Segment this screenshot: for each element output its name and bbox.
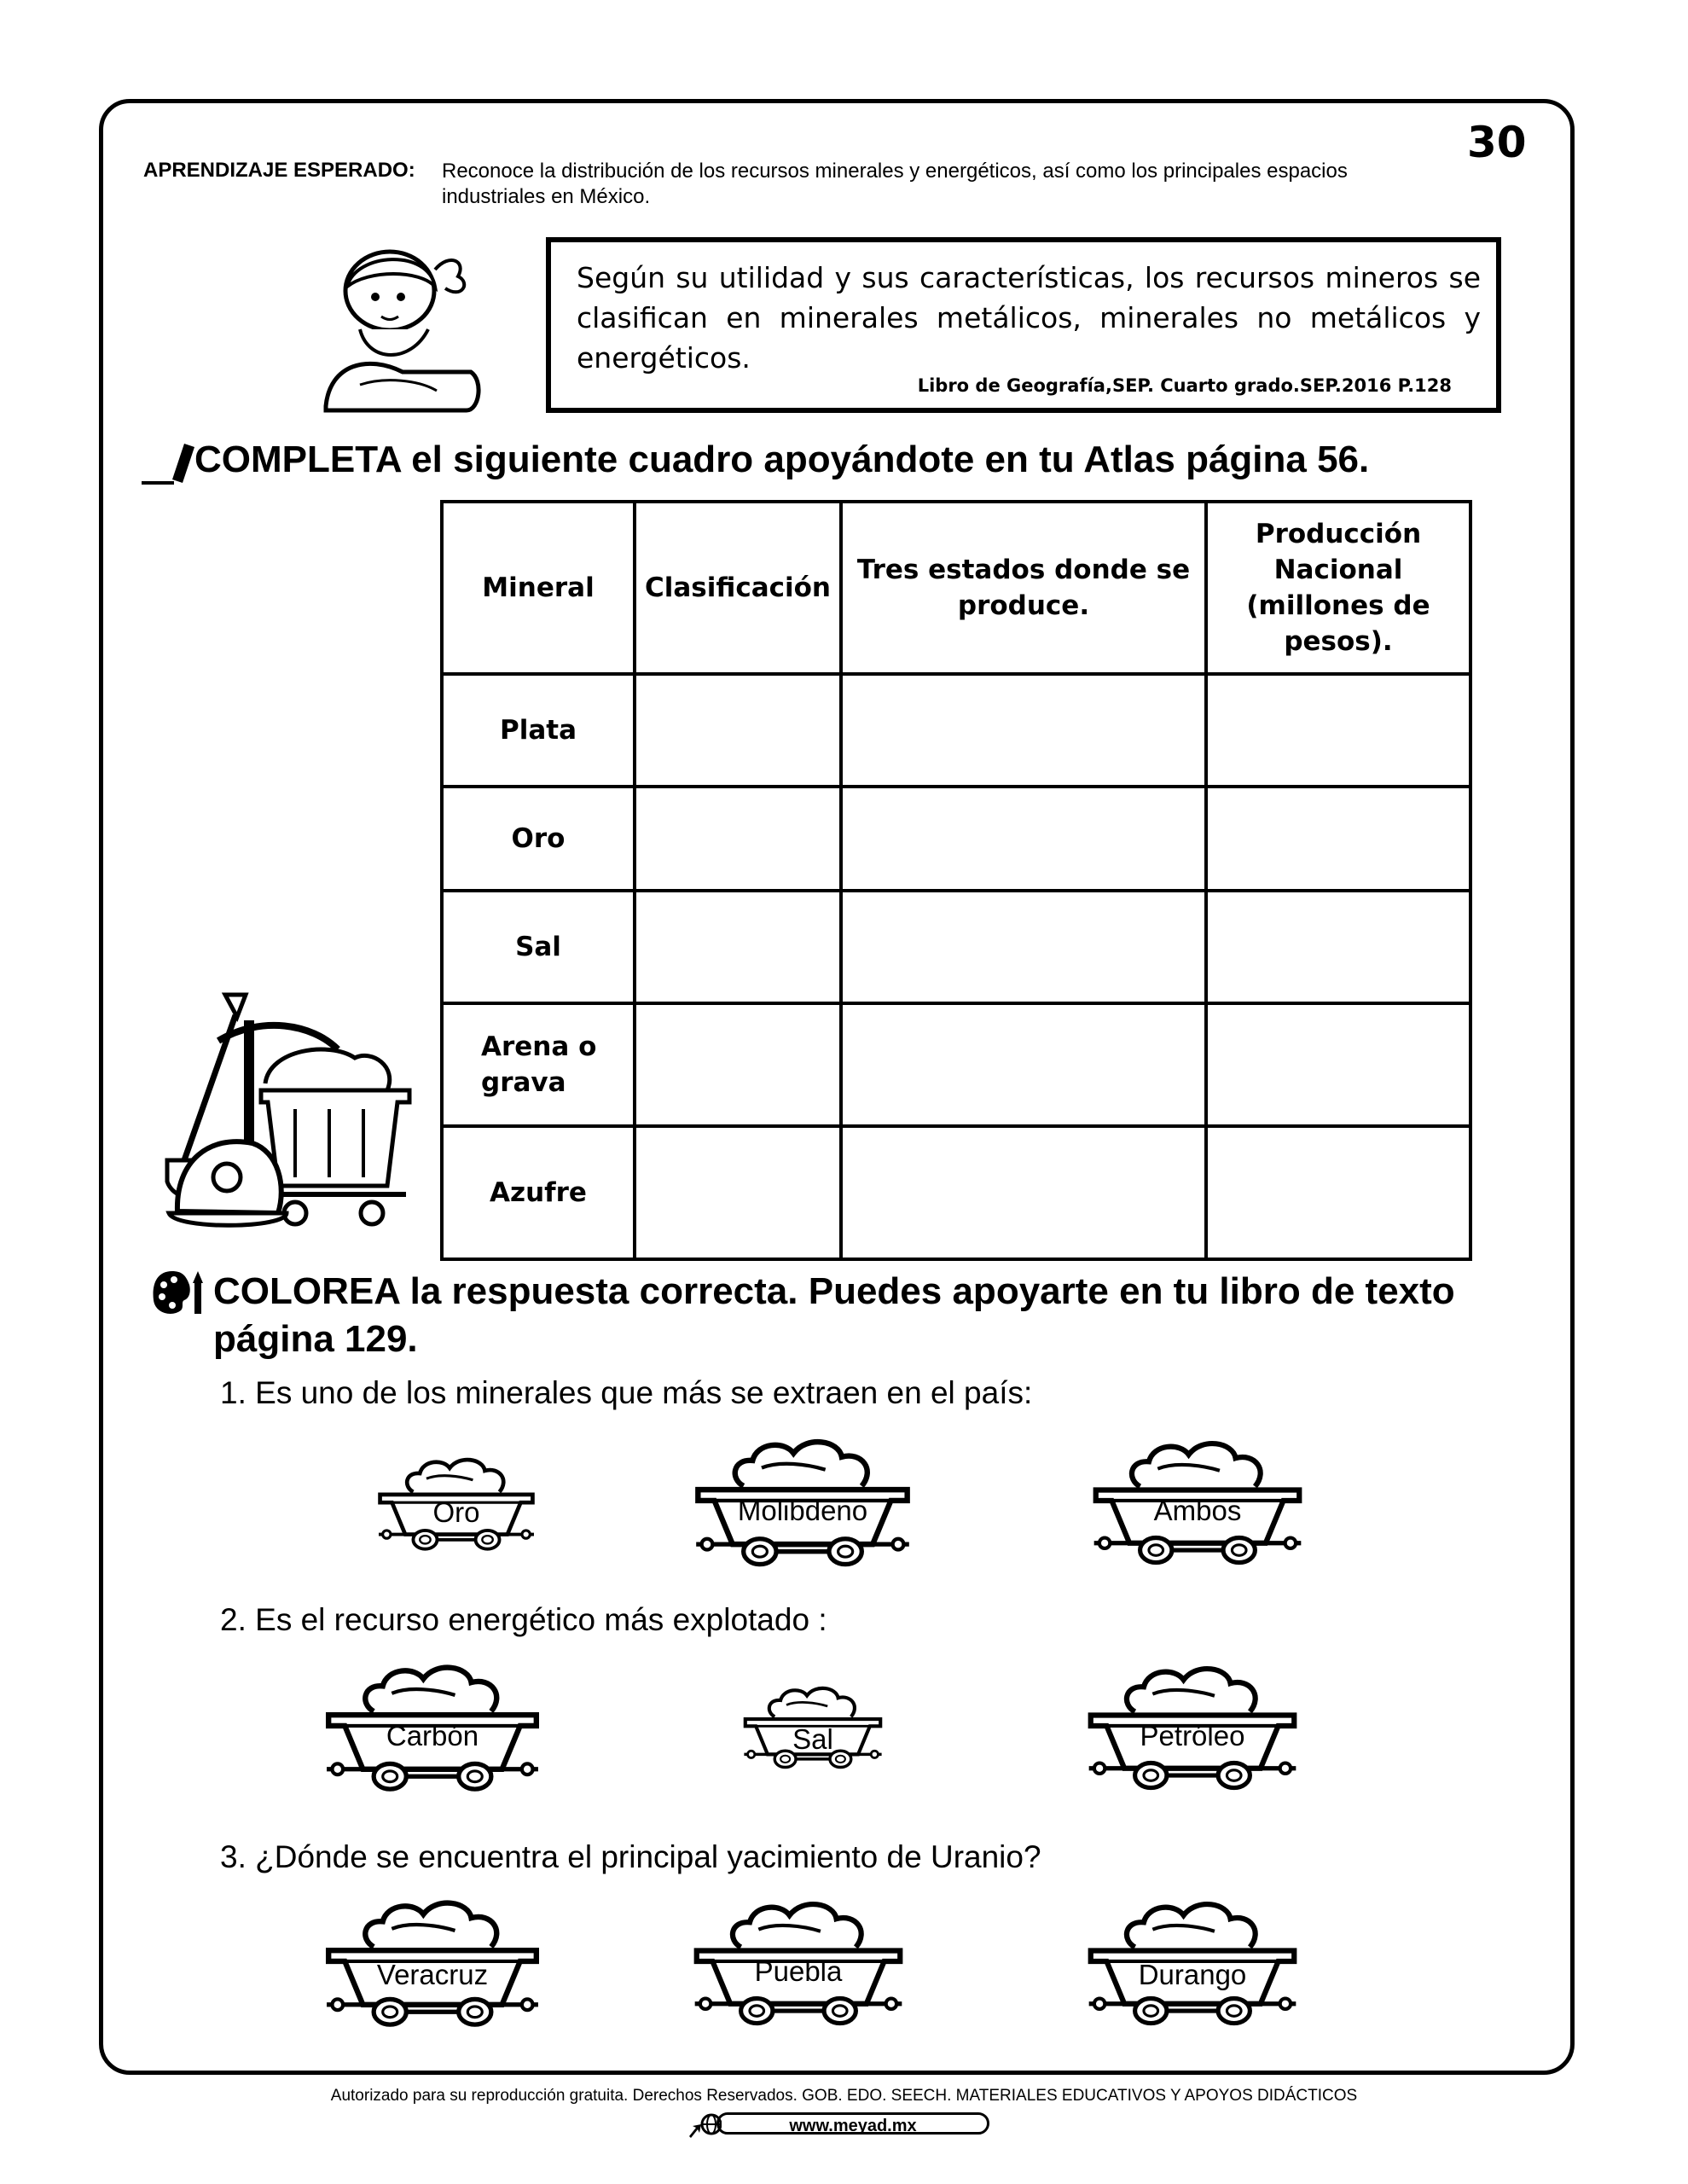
option-cart-veracruz[interactable] <box>310 1894 554 2030</box>
option-label: Ambos <box>1153 1495 1242 1526</box>
produccion-cell[interactable] <box>1206 891 1470 1003</box>
quote-source: Libro de Geografía,SEP. Cuarto grado.SEP.2016 P.128 <box>917 375 1452 396</box>
row-mineral-label: Plata <box>442 674 635 787</box>
produccion-cell[interactable] <box>1206 787 1470 891</box>
estados-cell[interactable] <box>841 787 1206 891</box>
objective-label: APRENDIZAJE ESPERADO: <box>143 159 415 182</box>
table-row <box>442 1003 1470 1126</box>
option-label: Molibdeno <box>737 1495 868 1526</box>
table-header-row <box>442 502 1470 674</box>
estados-cell[interactable] <box>841 1126 1206 1259</box>
question-1: 1. Es uno de los minerales que más se extraen en el país: <box>220 1375 1033 1410</box>
row-mineral-label: Oro <box>442 787 635 891</box>
produccion-cell[interactable] <box>1206 674 1470 787</box>
table-row <box>442 674 1470 787</box>
question-3: 3. ¿Dónde se encuentra el principal yacimiento de Uranio? <box>220 1839 1041 1874</box>
clasificacion-cell[interactable] <box>635 674 841 787</box>
girl-illustration <box>309 244 488 415</box>
row-mineral-label: Azufre <box>442 1126 635 1259</box>
objective-text: Reconoce la distribución de los recursos minerales y energéticos, así como los principales espacios industriales en México. <box>442 160 1348 208</box>
option-label: Durango <box>1138 1959 1247 1990</box>
row-mineral-label: Sal <box>442 891 635 1003</box>
mining-cart-illustration <box>159 990 415 1237</box>
option-cart-puebla[interactable] <box>679 1894 918 2030</box>
header-mineral: Mineral <box>442 502 635 674</box>
clasificacion-cell[interactable] <box>635 787 841 891</box>
option-cart-carbon[interactable] <box>310 1658 554 1795</box>
header-estados: Tres estados donde se produce. <box>841 502 1206 674</box>
option-cart-molibdeno[interactable] <box>679 1433 926 1570</box>
header-clasificacion: Clasificación <box>635 502 841 674</box>
table-row <box>442 787 1470 891</box>
option-label: Sal <box>792 1723 833 1755</box>
option-label: Veracruz <box>376 1959 489 1990</box>
footer-text: Autorizado para su reproducción gratuita. Derechos Reservados. GOB. EDO. SEECH. MATERIALES EDUCATIVOS Y APOYOS DIDÁCTICOS <box>330 2087 1358 2105</box>
colorea-heading: COLOREA la respuesta correcta. Puedes apoyarte en tu libro de texto página 129. <box>213 1270 1455 1360</box>
option-label: Oro <box>432 1496 480 1528</box>
question-2: 2. Es el recurso energético más explotado : <box>220 1602 827 1637</box>
clasificacion-cell[interactable] <box>635 1003 841 1126</box>
row-mineral-label: Arena o grava <box>442 1003 635 1126</box>
option-cart-ambos[interactable] <box>1078 1433 1317 1570</box>
minerals-table <box>440 500 1472 1261</box>
option-label: Petróleo <box>1140 1720 1245 1751</box>
clasificacion-cell[interactable] <box>635 1126 841 1259</box>
estados-cell[interactable] <box>841 1003 1206 1126</box>
option-cart-petroleo[interactable] <box>1073 1658 1312 1795</box>
header-produccion: Producción Nacional (millones de pesos). <box>1206 502 1470 674</box>
produccion-cell[interactable] <box>1206 1003 1470 1126</box>
clasificacion-cell[interactable] <box>635 891 841 1003</box>
option-label: Carbón <box>386 1720 479 1751</box>
quote-text: Según su utilidad y sus características, los recursos mineros se clasifican en minerales metálicos, minerales no metálicos y energéticos. <box>577 261 1481 375</box>
option-cart-oro[interactable] <box>367 1438 546 1568</box>
pencil-icon <box>140 439 196 486</box>
completa-heading: COMPLETA el siguiente cuadro apoyándote en tu Atlas página 56. <box>194 439 1370 480</box>
footer-url-link[interactable]: www.meyad.mx <box>716 2112 989 2135</box>
option-cart-durango[interactable] <box>1073 1894 1312 2030</box>
table-row <box>442 1126 1470 1259</box>
quote-box <box>546 237 1501 413</box>
palette-icon <box>152 1269 205 1317</box>
option-cart-sal[interactable] <box>734 1658 892 1795</box>
produccion-cell[interactable] <box>1206 1126 1470 1259</box>
page-number: 30 <box>1467 118 1527 167</box>
estados-cell[interactable] <box>841 891 1206 1003</box>
table-row <box>442 891 1470 1003</box>
estados-cell[interactable] <box>841 674 1206 787</box>
option-label: Puebla <box>754 1955 843 1987</box>
